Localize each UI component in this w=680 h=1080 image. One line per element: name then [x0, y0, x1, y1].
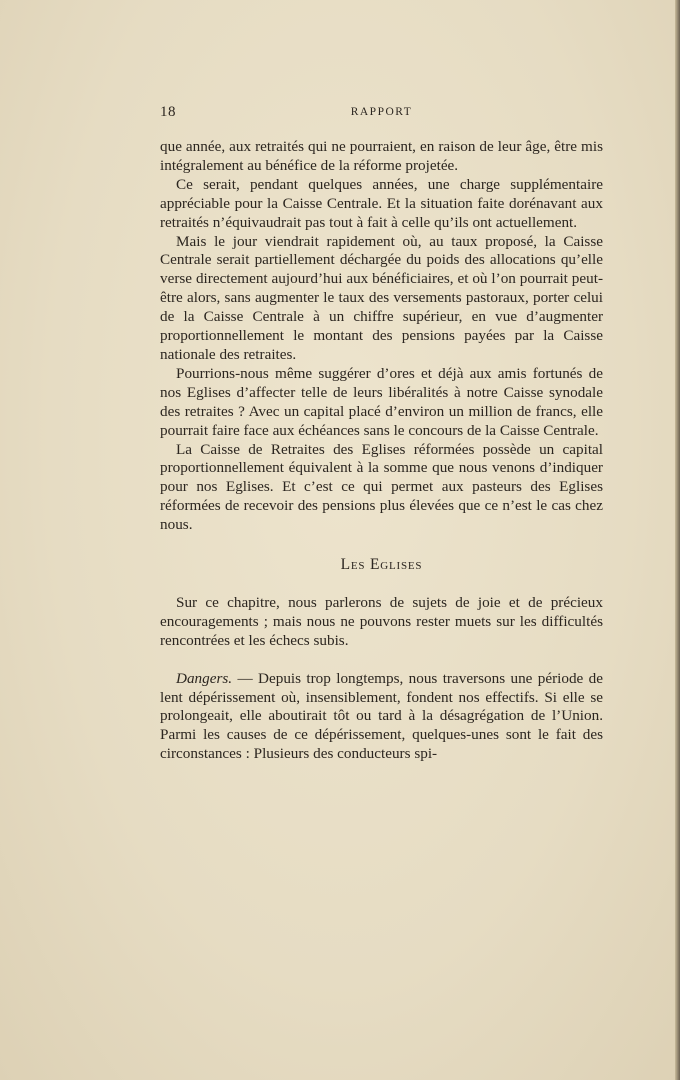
- paragraph: Pourrions-nous même suggérer d’ores et déjà aux amis fortunés de nos Eglises d’affecter telle de leurs libéralités à notre Caisse synodale des retraites ? Avec un capital placé d’environ un million de francs, elle pourrait faire face aux échéances sans le concours de la Caisse Centrale.: [160, 364, 603, 439]
- body-text: [160, 138, 603, 764]
- paragraph: Mais le jour viendrait rapidement où, au taux proposé, la Caisse Centrale serait partiellement déchargée du poids des allocations qu’elle verse directement aujourd’hui aux bénéficiaires, et où l’on pourrait peut-être alors, sans augmenter le taux des versements pastoraux, porter celui de la Caisse Centrale à un chiffre supérieur, en vue d’augmenter proportionnellement le montant des pensions payées par la Caisse nationale des retraites.: [160, 232, 603, 363]
- page-number: 18: [160, 104, 176, 120]
- paragraph: La Caisse de Retraites des Eglises réformées possède un capital proportionnellement équivalent à la somme que nous venons d’indiquer pour nos Eglises. Et c’est ce qui permet aux pasteurs des Eglises réformées de recevoir des pensions plus élevées que ce n’est le cas chez nous.: [160, 440, 603, 534]
- paragraph: Sur ce chapitre, nous parlerons de sujets de joie et de précieux encouragements ; mais nous ne pouvons rester muets sur les difficultés rencontrées et les échecs subis.: [160, 593, 603, 649]
- page-header: [160, 104, 603, 124]
- running-head: RAPPORT: [350, 106, 413, 118]
- page-edge-shadow: [675, 0, 680, 1080]
- paragraph-gap: [160, 651, 603, 670]
- paragraph-text: — Depuis trop longtemps, nous traversons une période de lent dépérissement où, insensiblement, fondent nos effectifs. Si elle se prolongeait, elle aboutirait tôt ou tard à la désagrégation de l’Union. Parmi les causes de ce dépérissement, quelques-unes sont le fait des circonstances : Plusieurs des conducteurs spi-: [160, 669, 603, 763]
- paragraph-continued: que année, aux retraités qui ne pourraient, en raison de leur âge, être mis intégralement au bénéfice de la réforme projetée.: [160, 138, 603, 174]
- paragraph-dangers: [160, 670, 603, 765]
- paragraph: Ce serait, pendant quelques années, une charge supplémentaire appréciable pour la Caisse Centrale. Et la situation faite dorénavant aux retraités n’équivaudrait pas tout à fait à celle qu’ils ont actuellement.: [160, 175, 603, 231]
- section-heading: Les Eglises: [340, 556, 423, 574]
- run-in-heading: Dangers.: [176, 669, 233, 687]
